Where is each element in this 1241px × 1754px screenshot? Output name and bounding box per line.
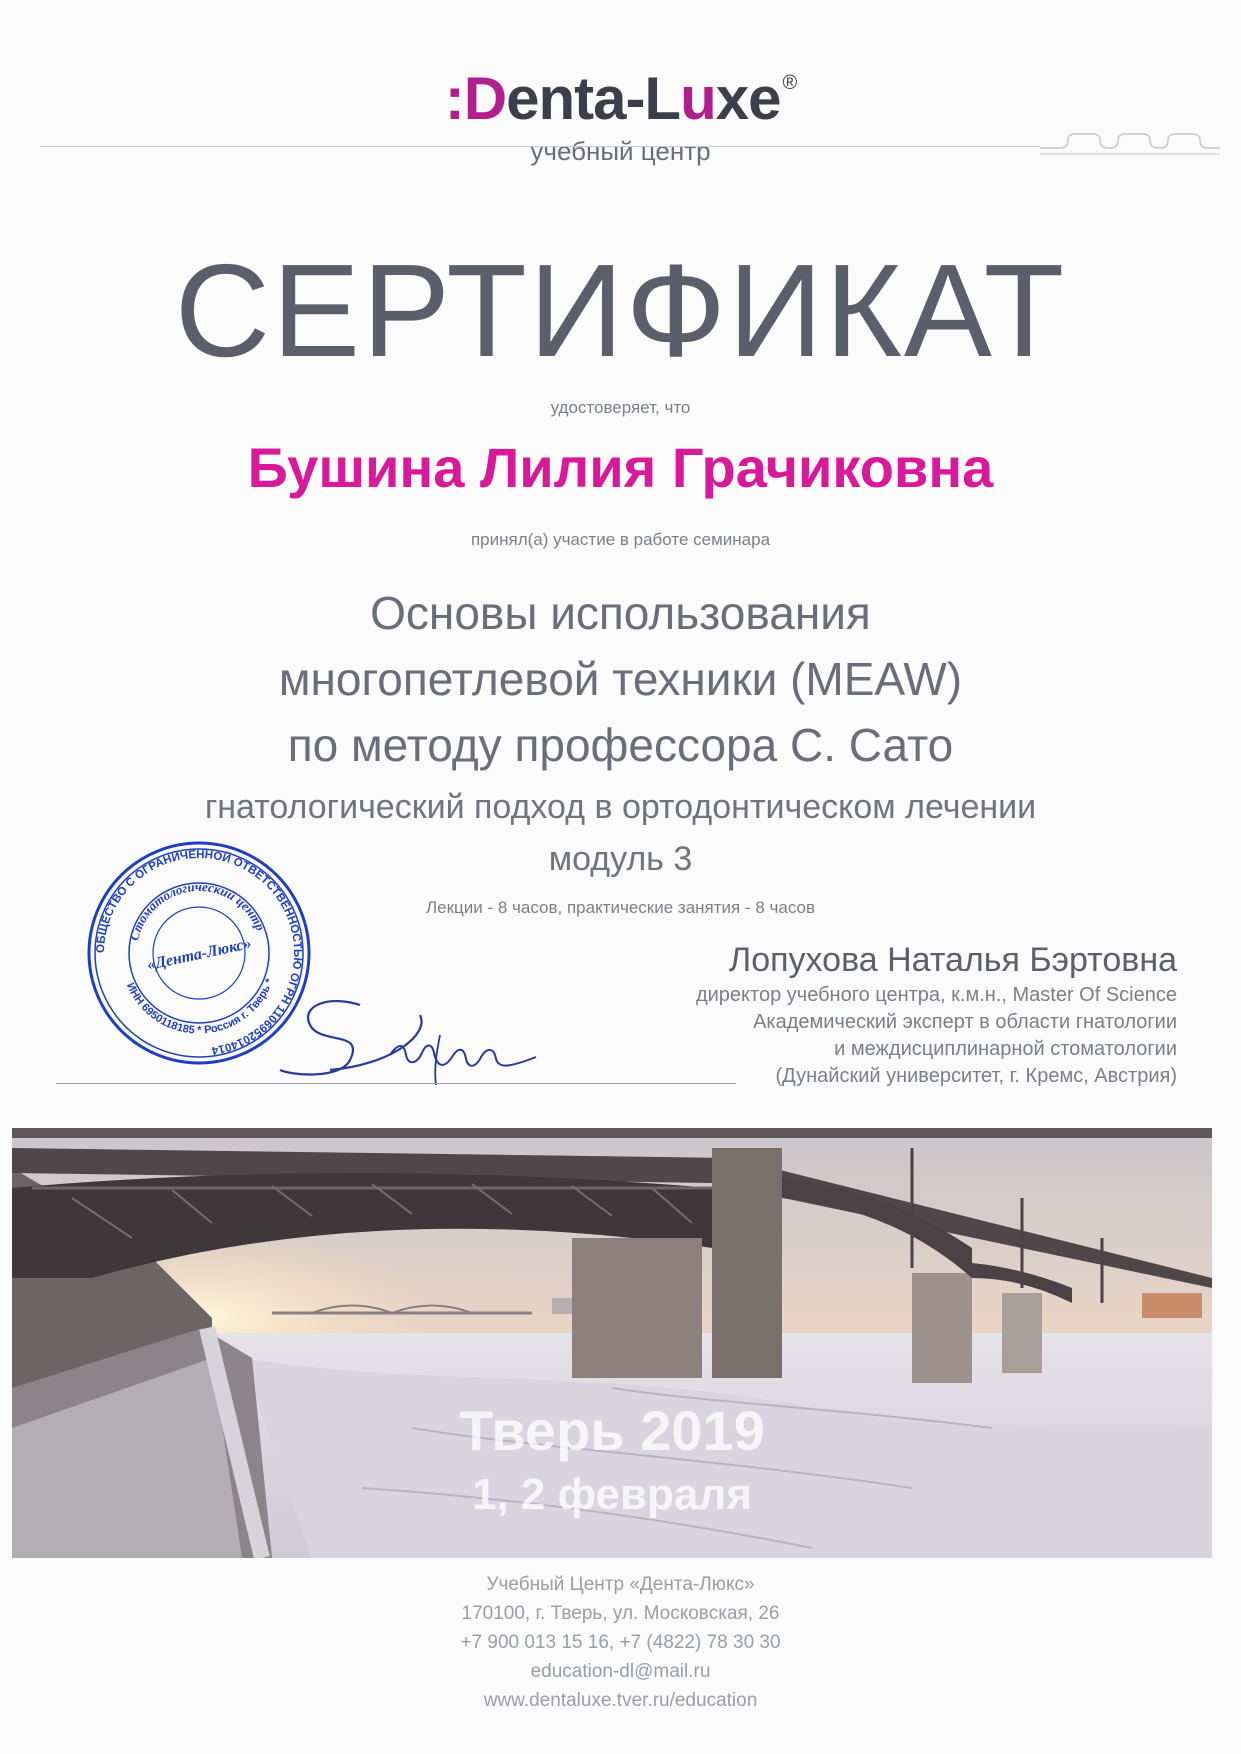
certifies-that-text: удостоверяет, что [550, 398, 691, 417]
director-role-2: Академический эксперт в области гнатологии [753, 1011, 1177, 1033]
course-title [0, 580, 1241, 778]
signature-line [56, 1083, 736, 1084]
hours-text: Лекции - 8 часов, практические занятия - 8 часов [425, 898, 816, 917]
logo-mark: :D [444, 65, 507, 132]
course-line-1: Основы использования [370, 587, 871, 639]
footer-contacts [0, 1570, 1241, 1715]
director-name: Лопухова Наталья Бэртовна [728, 941, 1177, 979]
stamp-bottom-text: ИНН 6950118185 * Россия г. Тверь * [123, 977, 276, 1037]
stamp-outer-text: ОБЩЕСТВО С ОГРАНИЧЕННОЙ ОТВЕТСТВЕННОСТЬЮ ОГРН 1106952014014 [94, 848, 304, 1057]
city-year-text: Тверь 2019 [459, 1399, 765, 1462]
course-line-3: по методу профессора С. Сато [287, 719, 954, 771]
module-label: модуль 3 [548, 840, 693, 878]
registered-mark: ® [782, 72, 797, 94]
recipient-name: Бушина Лилия Грачиковна [247, 436, 994, 499]
stamp-inner-text: Стоматологический центр [126, 878, 269, 943]
footer-email[interactable]: education-dl@mail.ru [530, 1661, 711, 1682]
footer-website[interactable]: www.dentaluxe.tver.ru/education [483, 1690, 758, 1711]
certificate-title: СЕРТИФИКАТ [174, 237, 1067, 384]
course-line-2: многопетлевой техники (MEAW) [278, 653, 963, 705]
course-subtitle: гнатологический подход в ортодонтическом лечении [204, 788, 1037, 826]
brand-logo [0, 48, 1241, 134]
logo-text-a: enta-L [506, 65, 681, 132]
director-role-3: и междисциплинарной стоматологии [834, 1038, 1177, 1060]
bridge-photo [12, 1128, 1212, 1558]
header-divider [40, 146, 1040, 147]
logo-text-u: u [680, 65, 716, 132]
footer-phones: +7 900 013 15 16, +7 (4822) 78 30 30 [460, 1632, 781, 1653]
footer-org: Учебный Центр «Дента-Люкс» [486, 1574, 755, 1595]
director-role-4: (Дунайский университет, г. Кремс, Австрия) [775, 1065, 1177, 1087]
participated-text: принял(а) участие в работе семинара [470, 530, 771, 549]
event-dates-text: 1, 2 февраля [471, 1470, 753, 1519]
wave-decoration-icon [1040, 130, 1220, 160]
director-role-1: директор учебного центра, к.м.н., Master Of Science [695, 984, 1177, 1006]
logo-text-b: xe [715, 65, 781, 132]
director-block [477, 938, 1177, 1090]
stamp-center-text: «Дента-Люкс» [145, 935, 253, 974]
logo-subtitle: учебный центр [530, 136, 711, 166]
footer-address: 170100, г. Тверь, ул. Московская, 26 [461, 1603, 780, 1624]
svg-text:Стоматологический центр [126, 879, 268, 942]
